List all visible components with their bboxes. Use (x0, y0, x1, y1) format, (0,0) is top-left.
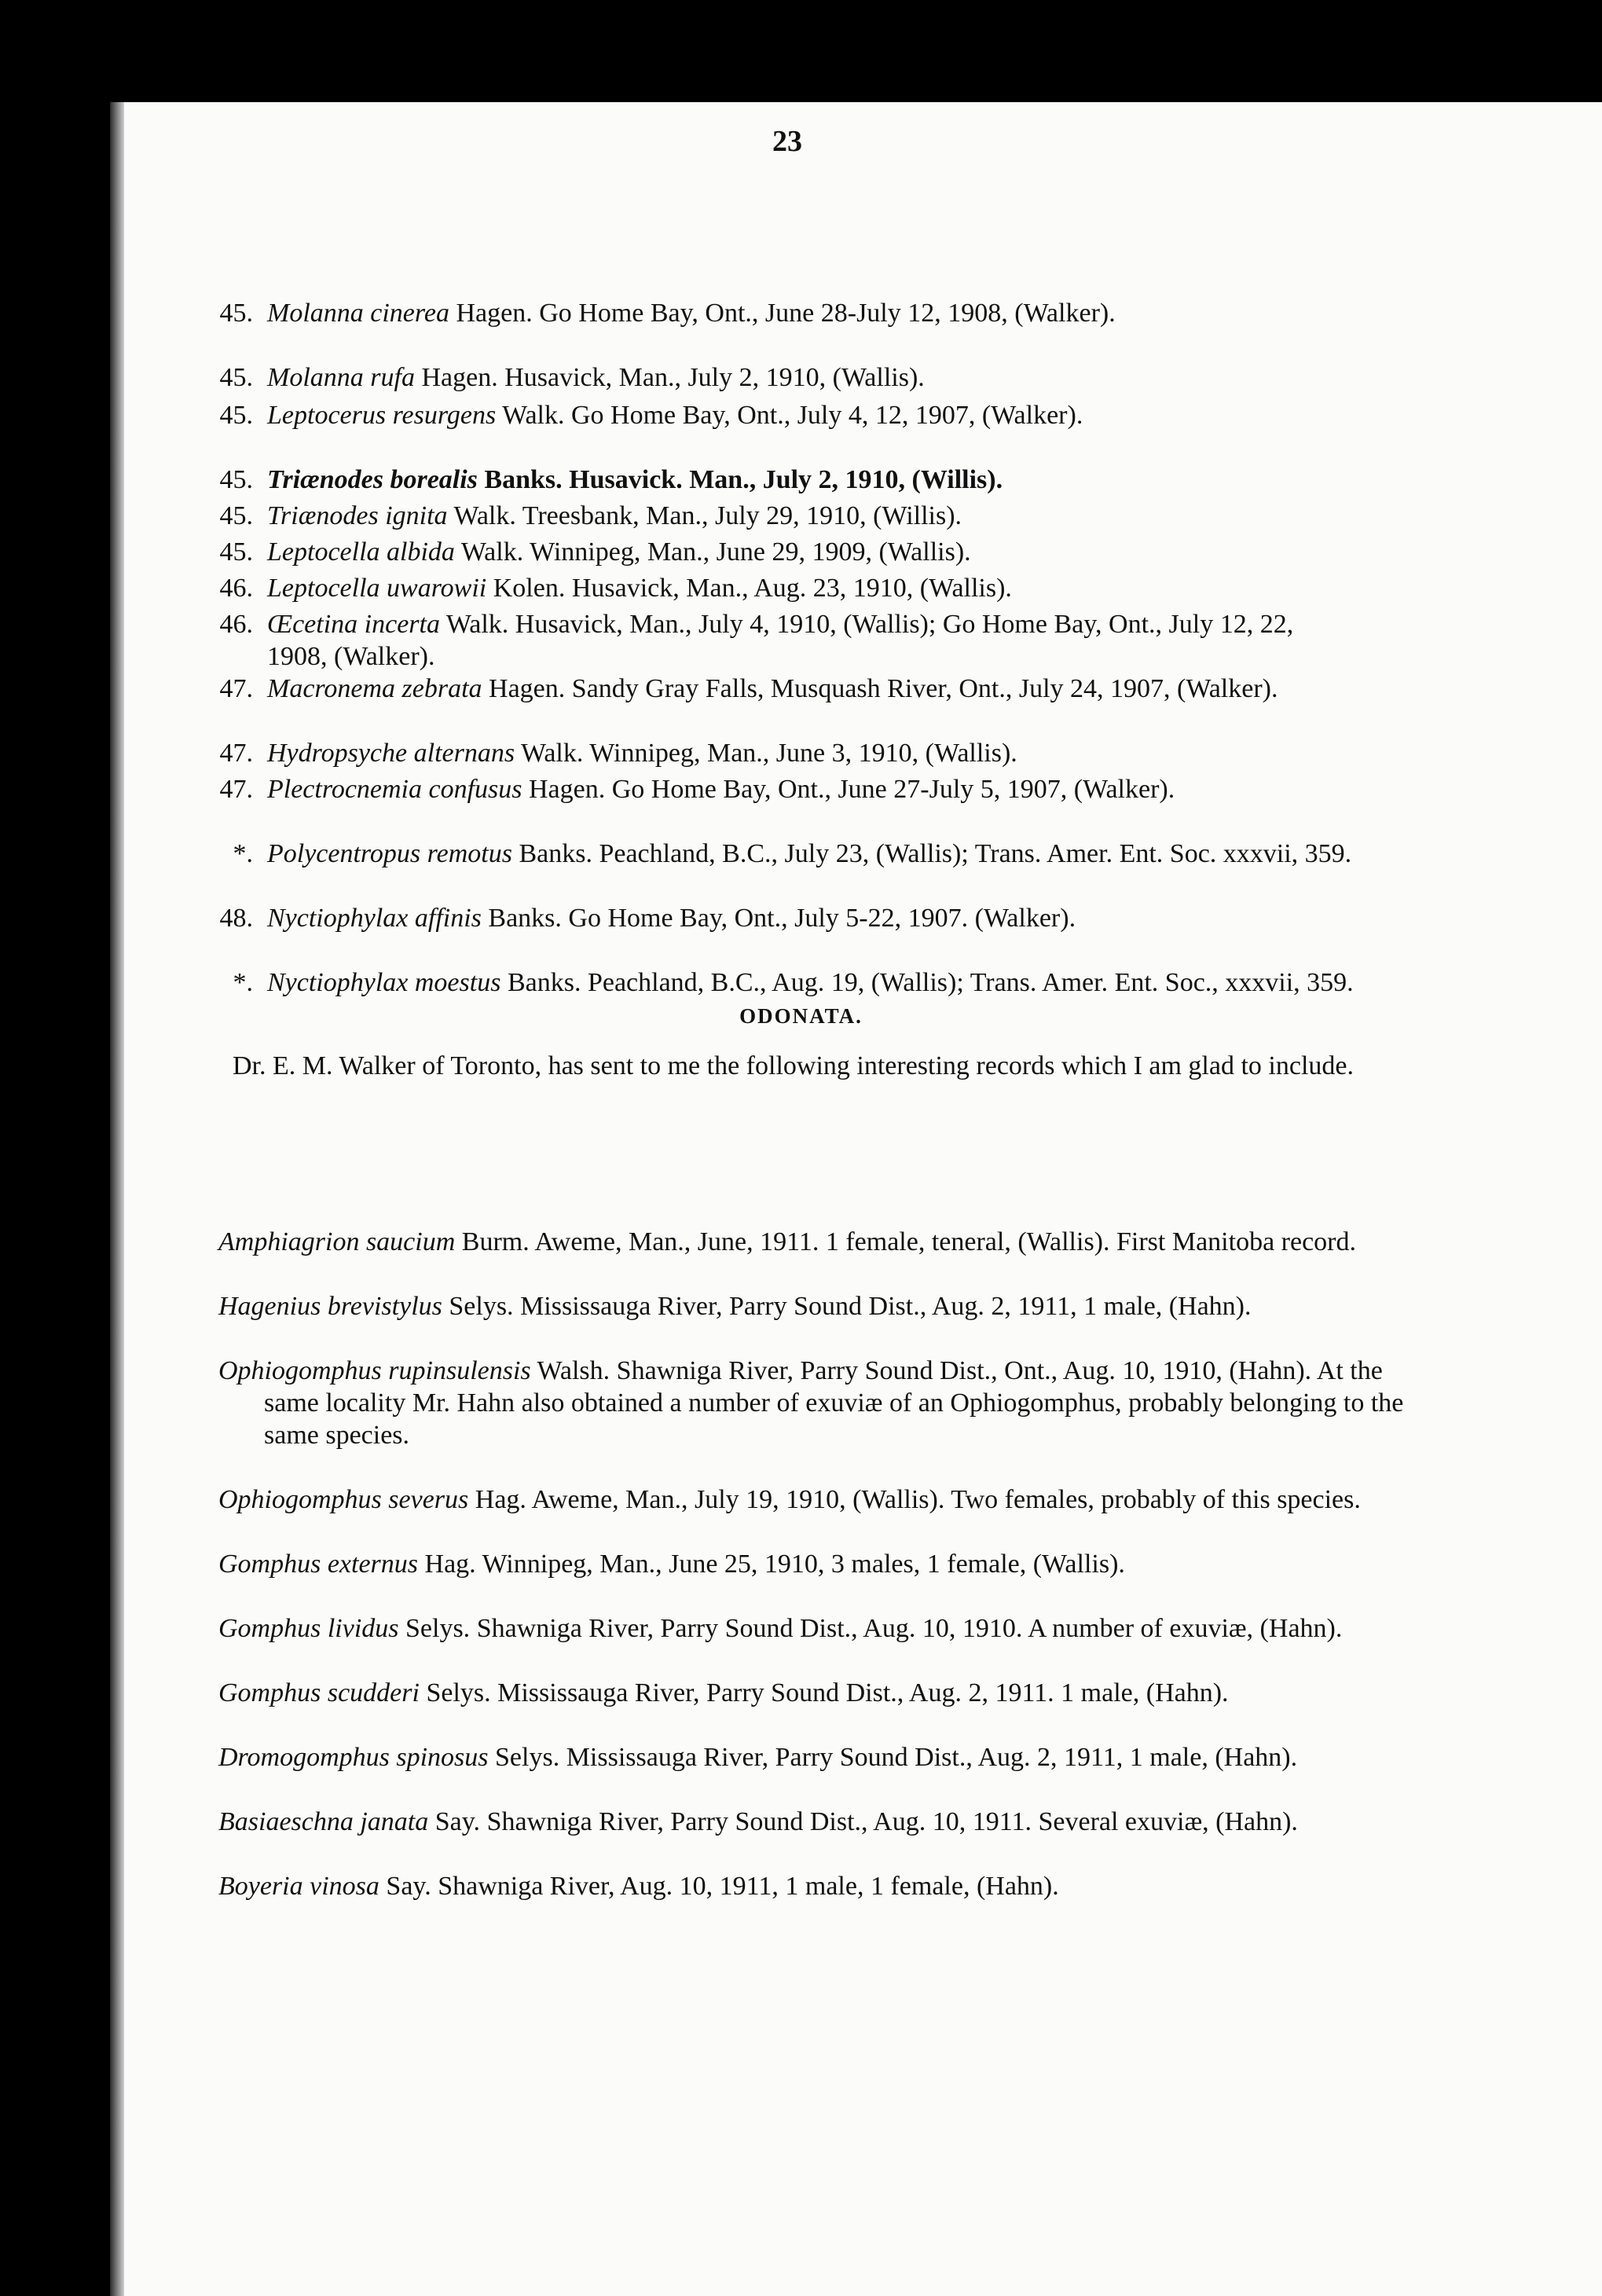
odonata-entry (218, 1741, 1405, 1773)
entry-number: 45. (219, 299, 253, 328)
species-name: Triænodes borealis (267, 465, 478, 494)
species-name: Hydropsyche alternans (267, 739, 515, 768)
species-name: Basiaeschna janata (218, 1807, 429, 1836)
collection-record: Mississauga River, Parry Sound Dist., Aug. 2, 1911, 1 male, (Hahn). (520, 1292, 1252, 1321)
trichoptera-entry (233, 966, 1359, 999)
species-author: Banks. (507, 968, 581, 997)
entry-number: 46. (219, 574, 253, 603)
species-author: Kolen. (493, 574, 566, 603)
page-binding-edge (110, 102, 124, 2296)
collection-record: Winnipeg, Man., June 25, 1910, 3 males, 1 female, (Wallis). (482, 1550, 1125, 1579)
collection-record: Shawniga River, Aug. 10, 1911, 1 male, 1 female, (Hahn). (438, 1872, 1059, 1901)
species-author: Selys. (495, 1743, 560, 1772)
odonata-entry (218, 1355, 1405, 1451)
trichoptera-entry (219, 464, 1359, 496)
entry-number: 47. (219, 739, 253, 768)
species-name: Gomphus scudderi (218, 1678, 420, 1707)
species-name: Ophiogomphus severus (218, 1485, 469, 1514)
species-name: Nyctiophylax affinis (267, 904, 482, 933)
collection-record: Go Home Bay, Ont., June 28-July 12, 1908, (Walker). (539, 299, 1116, 328)
collection-record: Shawniga River, Parry Sound Dist., Ont., Aug. 10, 1910, (Hahn). At the same locality Mr. Hahn also obtained a number of exuviæ of an Ophiogomphus, probably belonging to the same species. (264, 1356, 1404, 1450)
species-author: Banks. (484, 465, 563, 494)
species-author: Hag. (475, 1485, 526, 1514)
intro-paragraph: Dr. E. M. Walker of Toronto, has sent to me the following interesting records which I am glad to include. (233, 1051, 1354, 1080)
species-name: Plectrocnemia confusus (267, 775, 522, 804)
odonata-entry (218, 1548, 1405, 1580)
species-name: Leptocella uwarowii (267, 574, 487, 603)
trichoptera-entry (219, 673, 1359, 705)
collection-record: Peachland, B.C., Aug. 19, (Wallis); Trans. Amer. Ent. Soc., xxxvii, 359. (587, 968, 1354, 997)
species-author: Walk. (460, 537, 524, 567)
collection-record: Winnipeg, Man., June 29, 1909, (Wallis). (530, 537, 971, 567)
trichoptera-entry (219, 773, 1359, 805)
collection-record: Sandy Gray Falls, Musquash River, Ont., July 24, 1907, (Walker). (571, 674, 1278, 703)
odonata-entry (218, 1484, 1405, 1516)
trichoptera-entry (233, 838, 1359, 870)
trichoptera-entry (219, 536, 1359, 568)
odonata-entry (218, 1226, 1405, 1258)
trichoptera-entry (219, 608, 1359, 673)
collection-record: Mississauga River, Parry Sound Dist., Aug. 2, 1911, 1 male, (Hahn). (566, 1743, 1298, 1772)
species-author: Say. (386, 1872, 431, 1901)
collection-record: Aweme, Man., June, 1911. 1 female, teneral, (Wallis). First Manitoba record. (534, 1227, 1356, 1256)
species-author: Hagen. (489, 674, 566, 703)
species-author: Selys. (405, 1614, 471, 1643)
collection-record: Shawniga River, Parry Sound Dist., Aug. 10, 1910. A number of exuviæ, (Hahn). (476, 1614, 1343, 1643)
species-author: Hagen. (456, 299, 533, 328)
entry-number: 45. (219, 537, 253, 567)
trichoptera-entry (219, 737, 1359, 769)
entry-number: 47. (219, 674, 253, 703)
collection-record: Treesbank, Man., July 29, 1910, (Willis). (522, 501, 962, 530)
species-name: Amphiagrion saucium (218, 1227, 456, 1256)
species-name: Gomphus lividus (218, 1614, 399, 1643)
species-author: Hagen. (421, 363, 498, 392)
collection-record: Husavick, Man., July 2, 1910, (Wallis). (504, 363, 925, 392)
collection-record: Husavick, Man., Aug. 23, 1910, (Wallis). (571, 574, 1012, 603)
species-name: Leptocerus resurgens (267, 401, 497, 430)
species-name: Macronema zebrata (267, 674, 482, 703)
collection-record: Husavick. Man., July 2, 1910, (Willis). (569, 465, 1003, 494)
odonata-entry (218, 1612, 1405, 1645)
species-author: Walk. (453, 501, 516, 530)
entry-number: 45. (219, 363, 253, 392)
trichoptera-entry (219, 399, 1359, 431)
page-number: 23 (772, 125, 802, 158)
entry-number: 47. (219, 775, 253, 804)
collection-record: Shawniga River, Parry Sound Dist., Aug. 10, 1911. Several exuviæ, (Hahn). (486, 1807, 1298, 1836)
species-name: Polycentropus remotus (267, 839, 512, 868)
species-name: Dromogomphus spinosus (218, 1743, 489, 1772)
species-author: Walk. (502, 401, 565, 430)
species-author: Walk. (445, 610, 509, 639)
species-author: Hag. (424, 1550, 476, 1579)
species-author: Walsh. (537, 1356, 610, 1385)
collection-record: Peachland, B.C., July 23, (Wallis); Trans. Amer. Ent. Soc. xxxvii, 359. (599, 839, 1352, 868)
collection-record: Go Home Bay, Ont., June 27-July 5, 1907, (Walker). (611, 775, 1175, 804)
species-author: Hagen. (529, 775, 606, 804)
entry-number: 45. (219, 465, 253, 494)
species-name: Triænodes ignita (267, 501, 448, 530)
entry-number: 46. (219, 610, 253, 639)
trichoptera-entry (219, 902, 1359, 934)
species-name: Molanna cinerea (267, 299, 449, 328)
species-name: Gomphus externus (218, 1550, 419, 1579)
species-author: Selys. (449, 1292, 514, 1321)
species-name: Nyctiophylax moestus (267, 968, 501, 997)
entry-number: 48. (219, 904, 253, 933)
collection-record: Go Home Bay, Ont., July 4, 12, 1907, (Walker). (570, 401, 1083, 430)
entry-number: 45. (219, 401, 253, 430)
entry-number: *. (233, 968, 253, 997)
species-author: Banks. (519, 839, 592, 868)
species-author: Walk. (520, 739, 584, 768)
species-author: Selys. (426, 1678, 491, 1707)
odonata-entry (218, 1677, 1405, 1709)
collection-record: Winnipeg, Man., June 3, 1910, (Wallis). (589, 739, 1017, 768)
species-name: Œcetina incerta (267, 610, 440, 639)
section-heading: ODONATA. (739, 1004, 863, 1028)
odonata-entry (218, 1806, 1405, 1838)
species-name: Boyeria vinosa (218, 1872, 379, 1901)
entry-number: 45. (219, 501, 253, 530)
odonata-entry (218, 1290, 1405, 1322)
collection-record: Husavick, Man., July 4, 1910, (Wallis); Go Home Bay, Ont., July 12, 22, 1908, (Walker). (267, 610, 1294, 671)
trichoptera-entry (219, 572, 1359, 604)
entry-number: *. (233, 839, 253, 868)
collection-record: Aweme, Man., July 19, 1910, (Wallis). Two females, probably of this species. (531, 1485, 1361, 1514)
species-author: Banks. (488, 904, 562, 933)
collection-record: Mississauga River, Parry Sound Dist., Aug. 2, 1911. 1 male, (Hahn). (497, 1678, 1229, 1707)
species-author: Say. (434, 1807, 481, 1836)
trichoptera-entry (219, 361, 1359, 394)
odonata-entry (218, 1870, 1405, 1902)
species-name: Leptocella albida (267, 537, 455, 567)
collection-record: Go Home Bay, Ont., July 5-22, 1907. (Walker). (568, 904, 1076, 933)
trichoptera-entry (219, 297, 1359, 329)
species-author: Burm. (461, 1227, 530, 1256)
trichoptera-entry (219, 500, 1359, 532)
species-name: Ophiogomphus rupinsulensis (218, 1356, 531, 1385)
species-name: Molanna rufa (267, 363, 415, 392)
species-name: Hagenius brevistylus (218, 1292, 442, 1321)
